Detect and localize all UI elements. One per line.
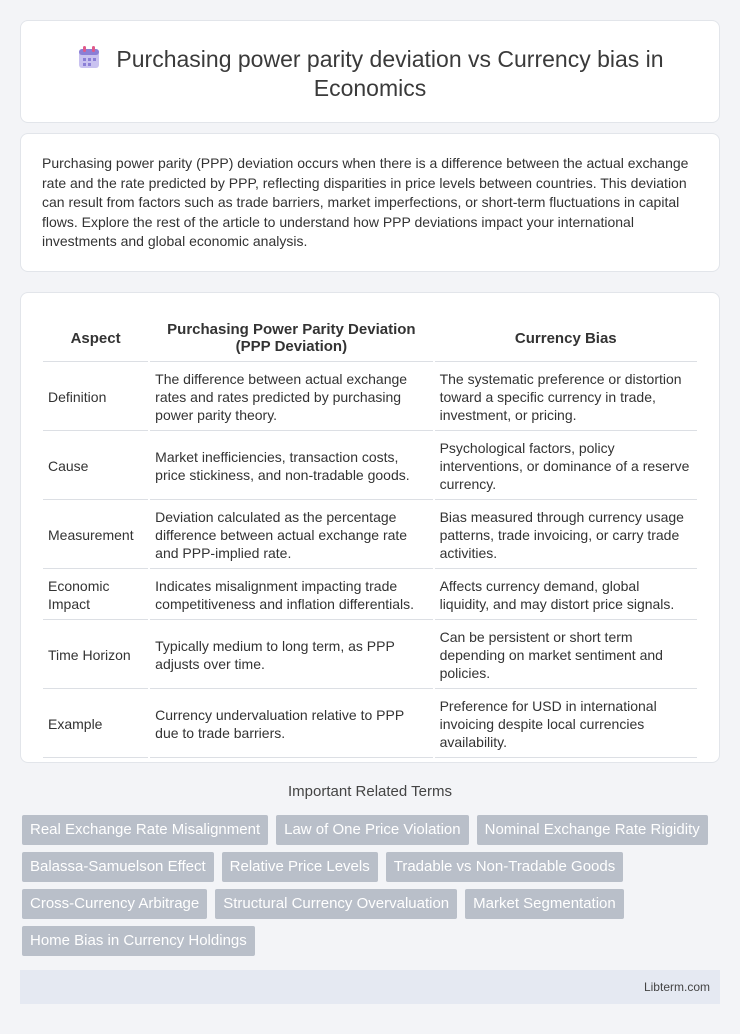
row-aspect: Economic Impact: [43, 571, 148, 620]
table-row: [43, 691, 697, 758]
table-row: [43, 502, 697, 569]
row-aspect: Cause: [43, 433, 148, 500]
header-currency-bias: Currency Bias: [435, 315, 697, 362]
row-ppp-value: Typically medium to long term, as PPP adjusts over time.: [150, 622, 432, 689]
table-row: [43, 433, 697, 500]
calendar-icon: [76, 46, 102, 70]
comparison-table: [41, 313, 699, 760]
row-bias-value: The systematic preference or distortion toward a specific currency in trade, investment, or pricing.: [435, 364, 697, 431]
related-term-tag[interactable]: Tradable vs Non-Tradable Goods: [386, 852, 624, 882]
row-bias-value: Psychological factors, policy interventions, or dominance of a reserve currency.: [435, 433, 697, 500]
related-term-tag[interactable]: Nominal Exchange Rate Rigidity: [477, 815, 708, 845]
footer-site-link[interactable]: Libterm.com: [643, 980, 710, 994]
related-term-tag[interactable]: Market Segmentation: [465, 889, 624, 919]
title-card: [20, 20, 720, 123]
related-terms-heading: Important Related Terms: [288, 783, 452, 800]
intro-card: [20, 133, 720, 272]
header-aspect: Aspect: [43, 315, 148, 362]
header-ppp-deviation: Purchasing Power Parity Deviation (PPP Deviation): [150, 315, 432, 362]
row-ppp-value: Currency undervaluation relative to PPP due to trade barriers.: [150, 691, 432, 758]
row-aspect: Time Horizon: [43, 622, 148, 689]
related-term-tag[interactable]: Structural Currency Overvaluation: [215, 889, 457, 919]
page-title: [61, 45, 679, 103]
related-terms-list: [22, 815, 722, 956]
table-header-row: [43, 315, 697, 362]
row-ppp-value: Indicates misalignment impacting trade competitiveness and inflation differentials.: [150, 571, 432, 620]
row-aspect: Definition: [43, 364, 148, 431]
related-term-tag[interactable]: Law of One Price Violation: [276, 815, 469, 845]
row-bias-value: Bias measured through currency usage patterns, trade invoicing, or carry trade activities.: [435, 502, 697, 569]
row-bias-value: Affects currency demand, global liquidity, and may distort price signals.: [435, 571, 697, 620]
table-row: [43, 571, 697, 620]
footer: [20, 970, 720, 1004]
row-ppp-value: The difference between actual exchange rates and rates predicted by purchasing power parity theory.: [150, 364, 432, 431]
page-title-text: Purchasing power parity deviation vs Currency bias in Economics: [116, 46, 664, 101]
row-ppp-value: Deviation calculated as the percentage difference between actual exchange rate and PPP-implied rate.: [150, 502, 432, 569]
intro-paragraph: Purchasing power parity (PPP) deviation occurs when there is a difference between the actual exchange rate and the rate predicted by PPP, reflecting disparities in price levels between countries. This deviation can result from factors such as trade barriers, market imperfections, or short-term fluctuations in capital flows. Explore the rest of the article to understand how PPP deviations impact your international investments and global economic analysis.: [42, 155, 689, 250]
row-ppp-value: Market inefficiencies, transaction costs, price stickiness, and non-tradable goods.: [150, 433, 432, 500]
table-row: [43, 364, 697, 431]
related-term-tag[interactable]: Cross-Currency Arbitrage: [22, 889, 207, 919]
related-term-tag[interactable]: Relative Price Levels: [222, 852, 378, 882]
row-aspect: Example: [43, 691, 148, 758]
row-bias-value: Preference for USD in international invoicing despite local currencies availability.: [435, 691, 697, 758]
comparison-table-card: [20, 292, 720, 763]
table-row: [43, 622, 697, 689]
row-aspect: Measurement: [43, 502, 148, 569]
row-bias-value: Can be persistent or short term depending on market sentiment and policies.: [435, 622, 697, 689]
related-term-tag[interactable]: Home Bias in Currency Holdings: [22, 926, 255, 956]
related-term-tag[interactable]: Real Exchange Rate Misalignment: [22, 815, 268, 845]
related-term-tag[interactable]: Balassa-Samuelson Effect: [22, 852, 214, 882]
